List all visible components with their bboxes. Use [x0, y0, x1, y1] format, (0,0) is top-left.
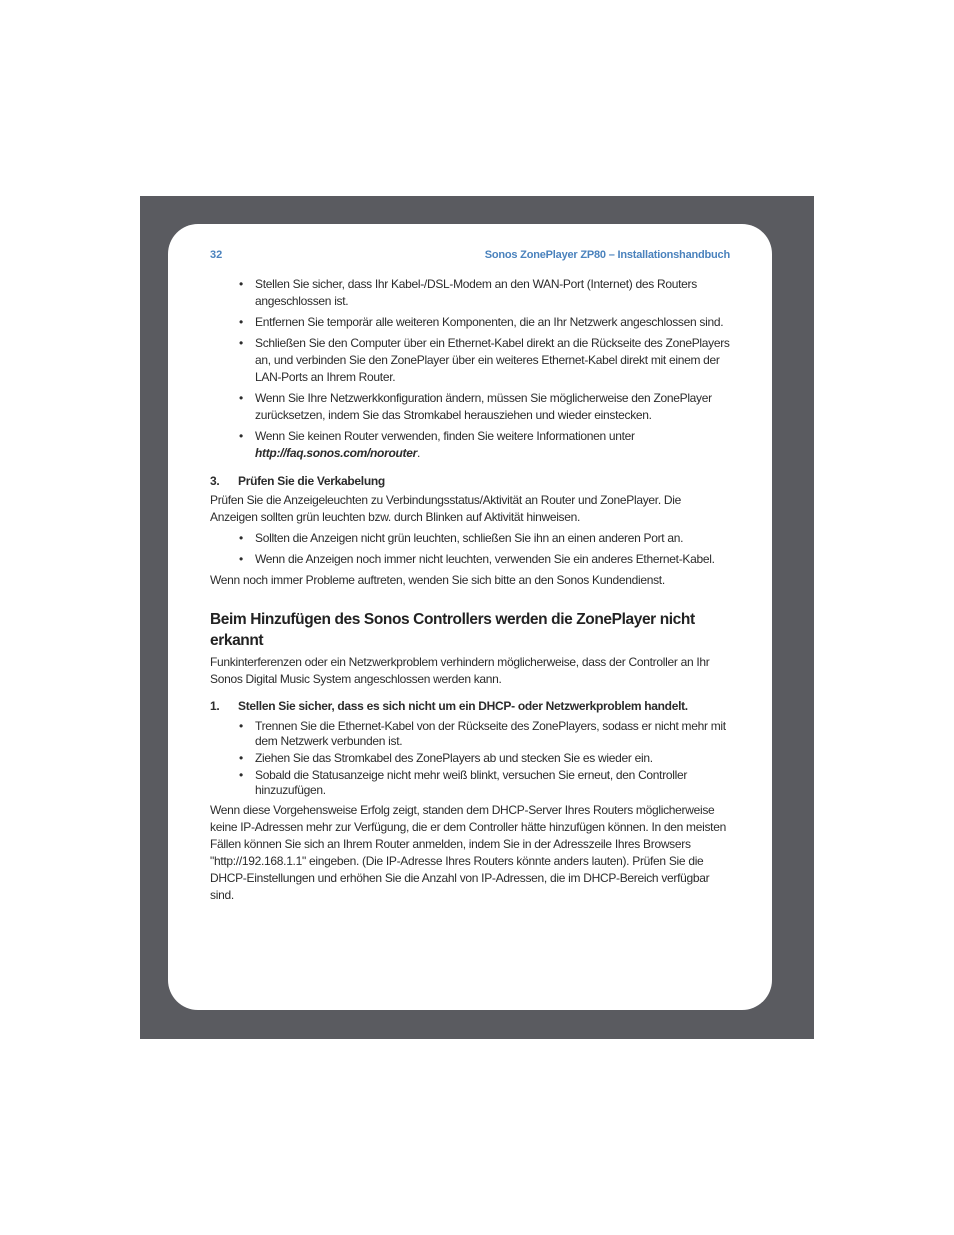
section-heading: Beim Hinzufügen des Sonos Controllers werden die ZonePlayer nicht erkannt: [210, 611, 695, 649]
final-paragraph: Wenn diese Vorgehensweise Erfolg zeigt, standen dem DHCP-Server Ihres Routers möglicherweise keine IP-Adressen mehr zur Verfügung, die er dem Controller hätte hinzufügen können. In den meisten Fällen können Sie sich an Ihrem Router anmelden, indem Sie in der Adresszeile Ihres Browsers "http://192.168.1.1" eingeben. (Die IP-Adresse Ihres Routers könnte anders lauten). Prüfen Sie die DHCP-Einstellungen und erhöhen Sie die Anzahl von IP-Adressen, die im DHCP-Bereich verfügbar sind.: [210, 803, 726, 902]
document-title: Sonos ZonePlayer ZP80 – Installationshandbuch: [484, 249, 730, 261]
section-intro: Funkinterferenzen oder ein Netzwerkproblem verhindern möglicherweise, dass der Controller an Ihr Sonos Digital Music System angeschlossen werden kann.: [210, 655, 710, 686]
step-3-heading: [210, 473, 730, 490]
list-item: • Wenn die Anzeigen noch immer nicht leuchten, verwenden Sie ein anderes Ethernet-Kabel.: [210, 551, 730, 568]
step-number: 3.: [210, 474, 220, 488]
list-item: • Trennen Sie die Ethernet-Kabel von der Rückseite des ZonePlayers, sodass er nicht mehr mit dem Netzwerk verbunden ist.: [210, 719, 730, 749]
list-item: • Entfernen Sie temporär alle weiteren Komponenten, die an Ihr Netzwerk angeschlossen sind.: [210, 314, 730, 331]
step-number: 1.: [210, 699, 220, 713]
step-3-outro: Wenn noch immer Probleme auftreten, wenden Sie sich bitte an den Sonos Kundendienst.: [210, 573, 665, 587]
step-title: Stellen Sie sicher, dass es sich nicht um ein DHCP- oder Netzwerkproblem handelt.: [238, 699, 688, 713]
norouter-link[interactable]: http://faq.sonos.com/norouter: [255, 446, 417, 460]
list-item: • Schließen Sie den Computer über ein Ethernet-Kabel direkt an die Rückseite des ZonePlayers an, und verbinden Sie den ZonePlayer über ein weiteres Ethernet-Kabel direkt mit einem der LAN-Ports an Ihrem Router.: [210, 335, 730, 386]
list-item: • Wenn Sie Ihre Netzwerkkonfiguration ändern, müssen Sie möglicherweise den ZonePlayer zurücksetzen, indem Sie das Stromkabel herausziehen und wieder einstecken.: [210, 390, 730, 424]
step-3-list: [210, 530, 730, 568]
list-item-end: .: [416, 446, 421, 460]
page-number: 32: [210, 249, 223, 261]
list-item: [210, 428, 730, 462]
step-3-intro: Prüfen Sie die Anzeigeleuchten zu Verbindungsstatus/Aktivität an Router und ZonePlayer. Die Anzeigen sollten grün leuchten bzw. durch Blinken auf Aktivität hinweisen.: [210, 493, 682, 524]
list-item-text: Wenn Sie keinen Router verwenden, finden Sie weitere Informationen unter: [255, 429, 635, 443]
list-item: • Ziehen Sie das Stromkabel des ZonePlayers ab und stecken Sie es wieder ein.: [210, 751, 730, 766]
step-title: Prüfen Sie die Verkabelung: [238, 474, 385, 488]
document-page: [168, 224, 772, 1010]
step-1-list: [210, 719, 730, 798]
list-item: • Stellen Sie sicher, dass Ihr Kabel-/DSL-Modem an den WAN-Port (Internet) des Routers angeschlossen ist.: [210, 276, 730, 310]
step-1-heading: [210, 698, 730, 715]
list-item: • Sollten die Anzeigen nicht grün leuchten, schließen Sie ihn an einen anderen Port an.: [210, 530, 730, 547]
page-content: [210, 276, 730, 904]
network-checklist: [210, 276, 730, 462]
list-item: • Sobald die Statusanzeige nicht mehr weiß blinkt, versuchen Sie erneut, den Controller hinzuzufügen.: [210, 768, 730, 798]
